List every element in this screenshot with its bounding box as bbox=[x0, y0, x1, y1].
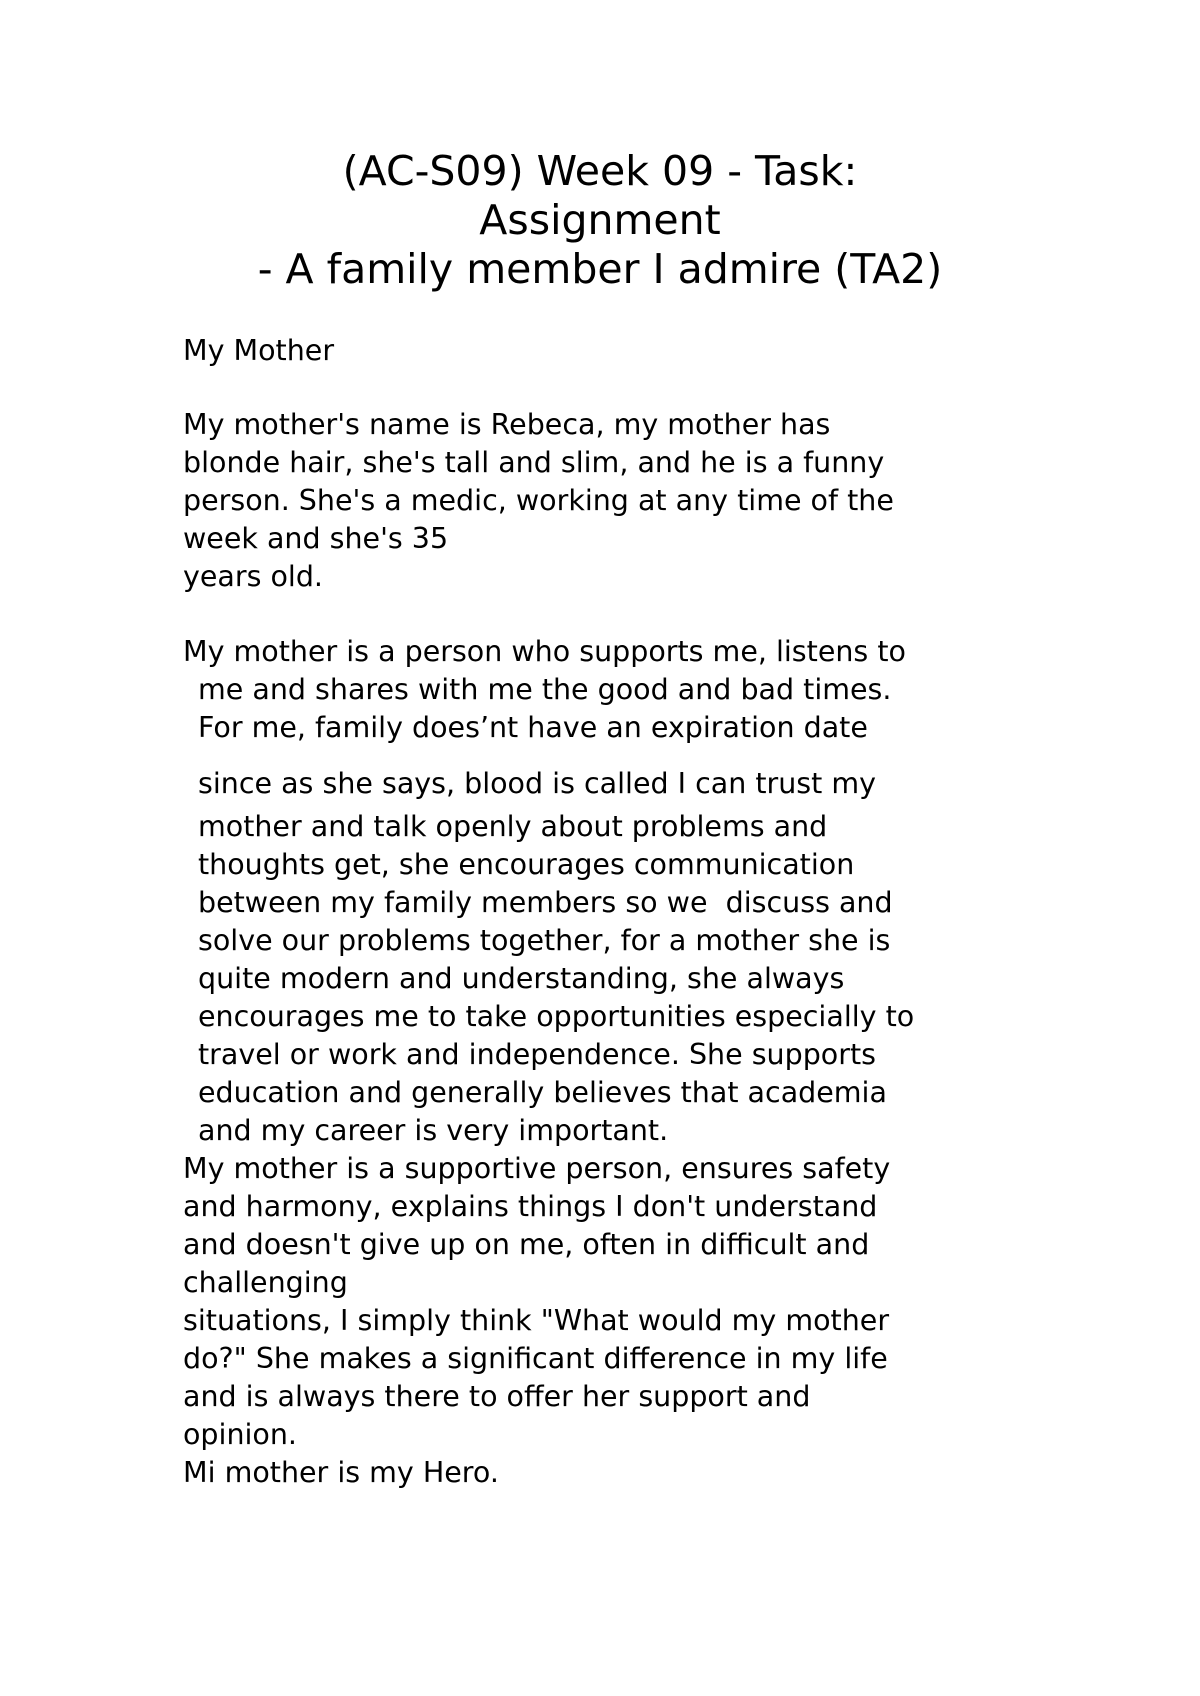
closing-line: Mi mother is my Hero. bbox=[183, 1456, 499, 1489]
paragraph-1-line: blonde hair, she's tall and slim, and he is a funny bbox=[183, 446, 885, 479]
paragraph-3-line: thoughts get, she encourages communication bbox=[198, 848, 855, 881]
paragraph-3-line: mother and talk openly about problems and bbox=[198, 810, 828, 843]
title-line: - A family member I admire (TA2) bbox=[257, 245, 943, 293]
paragraph-3-line: between my family members so we discuss and bbox=[198, 886, 893, 919]
document-title bbox=[0, 147, 1200, 294]
paragraph-4-line: My mother is a supportive person, ensures safety bbox=[183, 1152, 891, 1185]
paragraph-2-line: My mother is a person who supports me, listens to bbox=[183, 635, 906, 668]
paragraph-1-line: week and she's 35 bbox=[183, 522, 449, 555]
paragraph-1-line: person. She's a medic, working at any time of the bbox=[183, 484, 894, 517]
title-line: (AC-S09) Week 09 - Task: bbox=[342, 147, 858, 195]
title-line: Assignment bbox=[479, 196, 721, 244]
paragraph-3-line: travel or work and independence. She supports bbox=[198, 1038, 876, 1071]
paragraph-4-line: and doesn't give up on me, often in difficult and bbox=[183, 1228, 870, 1261]
paragraph-3-line: quite modern and understanding, she always bbox=[198, 962, 845, 995]
paragraph-2-line: For me, family does’nt have an expiration date bbox=[198, 711, 868, 744]
paragraph-4-line: and is always there to offer her support and bbox=[183, 1380, 811, 1413]
paragraph-4-line: situations, I simply think "What would my mother bbox=[183, 1304, 890, 1337]
paragraph-1-line: years old. bbox=[183, 560, 323, 593]
paragraph-4-line: do?" She makes a significant difference in my life bbox=[183, 1342, 888, 1375]
section-heading: My Mother bbox=[183, 334, 335, 367]
paragraph-3-line: education and generally believes that academia bbox=[198, 1076, 887, 1109]
paragraph-3-line: solve our problems together, for a mother she is bbox=[198, 924, 891, 957]
paragraph-3-line: encourages me to take opportunities especially to bbox=[198, 1000, 915, 1033]
paragraph-2-line: me and shares with me the good and bad times. bbox=[198, 673, 892, 706]
paragraph-3-line: and my career is very important. bbox=[198, 1114, 669, 1147]
paragraph-4-line: challenging bbox=[183, 1266, 348, 1299]
paragraph-3-line: since as she says, blood is called I can trust my bbox=[198, 767, 877, 800]
paragraph-4-line: and harmony, explains things I don't understand bbox=[183, 1190, 878, 1223]
paragraph-1-line: My mother's name is Rebeca, my mother has bbox=[183, 408, 831, 441]
paragraph-4-line: opinion. bbox=[183, 1418, 297, 1451]
